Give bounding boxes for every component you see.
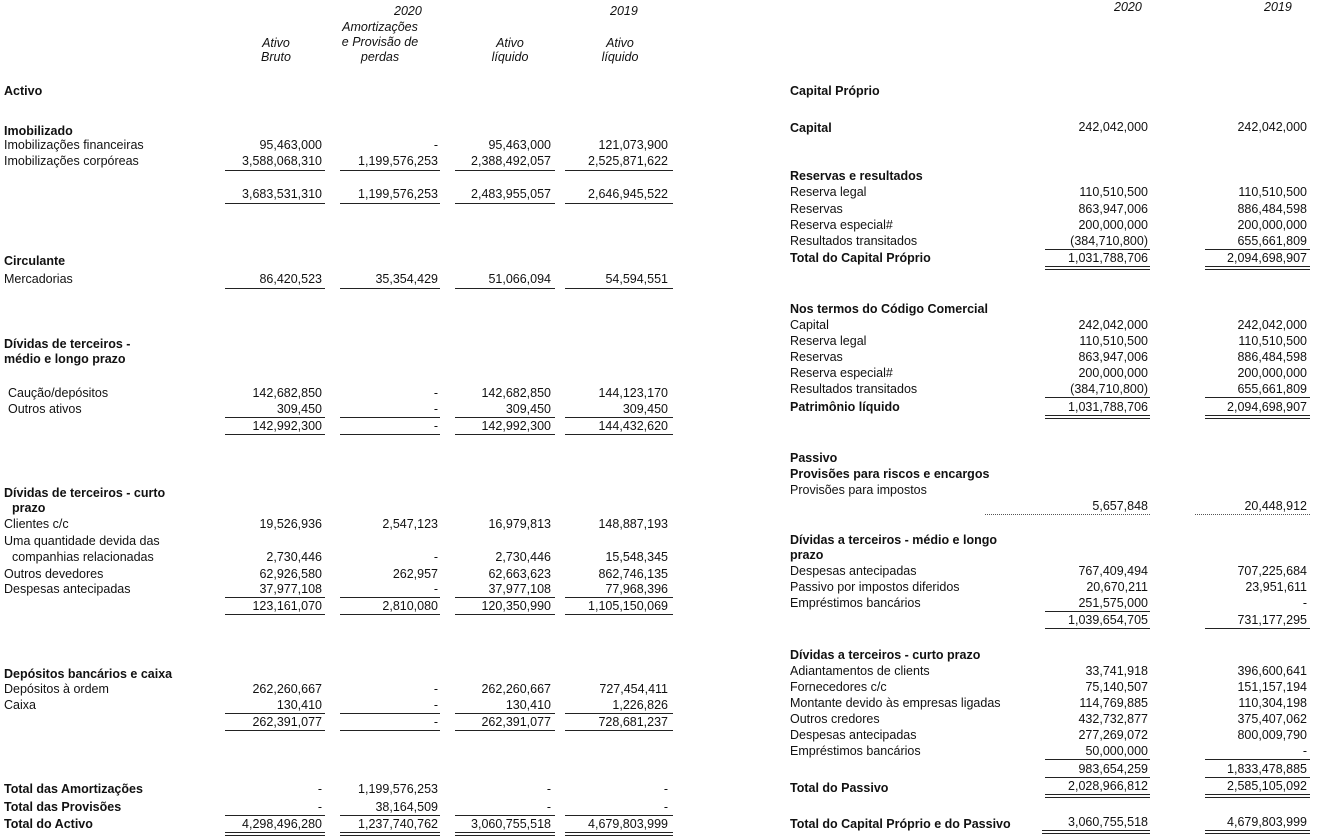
rule	[1205, 249, 1310, 250]
rule	[1205, 777, 1310, 778]
dividas-cp-title-1: Dívidas de terceiros - curto	[4, 486, 166, 500]
total-cell: 728,681,237	[598, 715, 668, 729]
double-rule	[1205, 415, 1310, 419]
rule	[1045, 759, 1150, 760]
rule	[455, 434, 555, 435]
col-ativo-liquido-2019-2: líquido	[601, 50, 639, 64]
total-cell: 983,654,259	[1078, 762, 1148, 776]
cell: 1,226,826	[612, 698, 668, 712]
total-cell: 3,683,531,310	[242, 187, 322, 201]
cell: 5,657,848	[1092, 499, 1148, 513]
header-right-2020: 2020	[1114, 0, 1142, 14]
row-label: Resultados transitados	[790, 234, 918, 248]
cell: 62,663,623	[488, 567, 551, 581]
cell: 3,588,068,310	[242, 154, 322, 168]
cell: 2,028,966,812	[1068, 779, 1148, 793]
double-rule	[455, 832, 555, 836]
cell: 151,157,194	[1237, 680, 1307, 694]
cell: 62,926,580	[259, 567, 322, 581]
cell: 114,769,885	[1079, 696, 1148, 710]
double-rule	[1042, 830, 1150, 834]
cell: -	[546, 800, 551, 814]
rule	[225, 815, 325, 816]
total-cell: 262,391,077	[252, 715, 322, 729]
row-label: Depósitos à ordem	[4, 682, 109, 696]
cell: 432,732,877	[1078, 712, 1148, 726]
rule	[565, 614, 673, 615]
rule	[455, 170, 555, 171]
row-label: Capital	[790, 318, 829, 332]
cell: 1,031,788,706	[1068, 251, 1148, 265]
rule	[455, 203, 555, 204]
row-label: Uma quantidade devida das	[4, 534, 160, 548]
double-rule	[1045, 415, 1150, 419]
cell: 3,060,755,518	[1068, 815, 1148, 829]
row-label: Clientes c/c	[4, 517, 69, 531]
total-capital-proprio-label: Total do Capital Próprio	[790, 251, 931, 265]
row-label: Reservas	[790, 202, 843, 216]
row-label: Montante devido às empresas ligadas	[790, 696, 1001, 710]
rule	[225, 170, 325, 171]
col-ativo-bruto-1: Ativo	[262, 36, 290, 50]
depositos-title: Depósitos bancários e caixa	[4, 667, 173, 681]
circulante-title: Circulante	[4, 254, 66, 268]
rule	[340, 170, 440, 171]
cell: 37,977,108	[488, 582, 551, 596]
rule	[565, 597, 673, 598]
row-label: companhias relacionadas	[12, 550, 154, 564]
rule	[565, 417, 673, 418]
cell: 727,454,411	[599, 682, 668, 696]
rule	[1195, 514, 1310, 515]
total-cell: 144,432,620	[598, 419, 668, 433]
col-ativo-liquido-2: líquido	[491, 50, 529, 64]
cell: 38,164,509	[375, 800, 438, 814]
mlp-title-1: Dívidas a terceiros - médio e longo	[790, 533, 998, 547]
cell: 2,585,105,092	[1227, 779, 1307, 793]
rule	[985, 514, 1150, 515]
row-label: Adiantamentos de clients	[790, 664, 930, 678]
rule	[340, 730, 440, 731]
row-label: Imobilizações financeiras	[4, 138, 144, 152]
cell: 148,887,193	[598, 517, 668, 531]
cell: 200,000,000	[1078, 366, 1148, 380]
cell: 200,000,000	[1078, 218, 1148, 232]
total-activo-label: Total do Activo	[4, 817, 93, 831]
total-cell: 123,161,070	[252, 599, 322, 613]
row-label: Caixa	[4, 698, 36, 712]
total-cell: -	[433, 419, 438, 433]
row-label: Outros credores	[790, 712, 880, 726]
total-cell: 1,105,150,069	[588, 599, 668, 613]
row-label: Outros devedores	[4, 567, 104, 581]
cell: 262,260,667	[481, 682, 551, 696]
row-label: Passivo por impostos diferidos	[790, 580, 960, 594]
cell: -	[433, 386, 438, 400]
reservas-title: Reservas e resultados	[790, 169, 923, 183]
dividas-mlp-title-2: médio e longo prazo	[4, 352, 126, 366]
cell: -	[663, 800, 668, 814]
cell: 37,977,108	[259, 582, 322, 596]
cell: 75,140,507	[1085, 680, 1148, 694]
header-year-2019: 2019	[610, 4, 638, 18]
rule	[455, 815, 555, 816]
rule	[225, 203, 325, 204]
total-cell: 142,992,300	[481, 419, 551, 433]
rule	[340, 203, 440, 204]
total-cell: 1,039,654,705	[1068, 613, 1148, 627]
cell: -	[1302, 744, 1307, 758]
cell: -	[433, 698, 438, 712]
rule	[225, 434, 325, 435]
cell: 863,947,006	[1078, 350, 1148, 364]
cell: 886,484,598	[1237, 202, 1307, 216]
cell: -	[433, 550, 438, 564]
cell: 767,409,494	[1078, 564, 1148, 578]
cell: 1,199,576,253	[358, 154, 438, 168]
cell: 262,957	[392, 567, 438, 581]
cell: 142,682,850	[252, 386, 322, 400]
cell: -	[1302, 596, 1307, 610]
passivo-title: Passivo	[790, 451, 838, 465]
col-amort-1: Amortizações	[342, 20, 418, 34]
activo-title: Activo	[4, 84, 43, 98]
total-geral-label: Total do Capital Próprio e do Passivo	[790, 817, 1011, 831]
rule	[225, 614, 325, 615]
cell: (384,710,800)	[1070, 234, 1148, 248]
cell: 886,484,598	[1237, 350, 1307, 364]
capital-proprio-title: Capital Próprio	[790, 84, 880, 98]
cell: 142,682,850	[481, 386, 551, 400]
cell: 144,123,170	[598, 386, 668, 400]
rule	[565, 730, 673, 731]
cell: 2,094,698,907	[1227, 251, 1307, 265]
rule	[455, 597, 555, 598]
cell: -	[433, 402, 438, 416]
rule	[565, 288, 673, 289]
cell: -	[317, 800, 322, 814]
rule	[225, 713, 325, 714]
imobilizado-title: Imobilizado	[4, 124, 73, 138]
rule	[340, 614, 440, 615]
rule	[455, 288, 555, 289]
col-amort-3: perdas	[360, 50, 400, 64]
header-right-2019: 2019	[1264, 0, 1292, 14]
cell: 54,594,551	[605, 272, 668, 286]
cell: 200,000,000	[1237, 366, 1307, 380]
rule	[455, 417, 555, 418]
cell: 33,741,918	[1085, 664, 1148, 678]
cell: 110,510,500	[1079, 334, 1148, 348]
cell: 800,009,790	[1237, 728, 1307, 742]
capital-label: Capital	[790, 121, 832, 135]
rule	[1045, 628, 1150, 629]
rule	[565, 203, 673, 204]
cell: 50,000,000	[1085, 744, 1148, 758]
cell: 15,548,345	[605, 550, 668, 564]
rule	[340, 597, 440, 598]
header-year-2020: 2020	[394, 4, 422, 18]
cell: 110,304,198	[1238, 696, 1307, 710]
col-ativo-liquido-2019-1: Ativo	[606, 36, 634, 50]
mlp-title-2: prazo	[790, 548, 824, 562]
cell: 4,679,803,999	[1227, 815, 1307, 829]
cell: 20,670,211	[1086, 580, 1148, 594]
row-label: Resultados transitados	[790, 382, 918, 396]
row-label: Despesas antecipadas	[4, 582, 131, 596]
cell: 1,031,788,706	[1068, 400, 1148, 414]
rule	[340, 434, 440, 435]
provisoes-title: Provisões para riscos e encargos	[790, 467, 990, 481]
rule	[565, 434, 673, 435]
cell: 655,661,809	[1237, 382, 1307, 396]
cell: 2,094,698,907	[1227, 400, 1307, 414]
cell: 242,042,000	[1237, 120, 1307, 134]
row-label: Reserva especial#	[790, 218, 893, 232]
cell: 707,225,684	[1237, 564, 1307, 578]
cell: 130,410	[505, 698, 551, 712]
rule	[340, 288, 440, 289]
rule	[340, 815, 440, 816]
cell: 200,000,000	[1237, 218, 1307, 232]
cell: -	[433, 682, 438, 696]
rule	[225, 417, 325, 418]
cell: 23,951,611	[1245, 580, 1307, 594]
double-rule	[1205, 830, 1310, 834]
cell: 20,448,912	[1244, 499, 1307, 513]
total-cell: 262,391,077	[481, 715, 551, 729]
rule	[225, 730, 325, 731]
total-cell: 120,350,990	[481, 599, 551, 613]
total-passivo-label: Total do Passivo	[790, 781, 889, 795]
cell: 309,450	[505, 402, 551, 416]
rule	[1045, 249, 1150, 250]
total-provisoes-label: Total das Provisões	[4, 800, 122, 814]
cell: 242,042,000	[1078, 120, 1148, 134]
rule	[225, 597, 325, 598]
row-label: Fornecedores c/c	[790, 680, 887, 694]
total-cell: 731,177,295	[1237, 613, 1307, 627]
total-cell: 2,646,945,522	[588, 187, 668, 201]
col-ativo-liquido-1: Ativo	[496, 36, 524, 50]
rule	[1045, 777, 1150, 778]
total-cell: 1,833,478,885	[1227, 762, 1307, 776]
total-cell: 142,992,300	[252, 419, 322, 433]
cell: 110,510,500	[1238, 185, 1307, 199]
cell: 19,526,936	[259, 517, 322, 531]
rule	[1045, 611, 1150, 612]
col-ativo-bruto-2: Bruto	[261, 50, 291, 64]
dividas-mlp-title-1: Dívidas de terceiros -	[4, 337, 131, 351]
cell: 95,463,000	[488, 138, 551, 152]
cell: 242,042,000	[1078, 318, 1148, 332]
cell: 4,679,803,999	[588, 817, 668, 831]
cell: 1,237,740,762	[358, 817, 438, 831]
cell: 110,510,500	[1079, 185, 1148, 199]
cell: 396,600,641	[1237, 664, 1307, 678]
rule	[565, 713, 673, 714]
cell: 110,510,500	[1238, 334, 1307, 348]
cell: 309,450	[622, 402, 668, 416]
cell: 1,199,576,253	[358, 782, 438, 796]
total-cell: -	[433, 715, 438, 729]
rule	[1205, 759, 1310, 760]
total-cell: 1,199,576,253	[358, 187, 438, 201]
double-rule	[340, 832, 440, 836]
total-cell: 2,483,955,057	[471, 187, 551, 201]
double-rule	[1205, 266, 1310, 270]
cell: 95,463,000	[259, 138, 322, 152]
cell: 309,450	[276, 402, 322, 416]
cell: 35,354,429	[375, 272, 438, 286]
row-label: Reserva legal	[790, 334, 867, 348]
row-label: Empréstimos bancários	[790, 744, 921, 758]
row-label: Mercadorias	[4, 272, 73, 286]
cp-title: Dívidas a terceiros - curto prazo	[790, 648, 981, 662]
cell: -	[433, 138, 438, 152]
cell: 251,575,000	[1078, 596, 1148, 610]
cell: 4,298,496,280	[242, 817, 322, 831]
cell: (384,710,800)	[1070, 382, 1148, 396]
double-rule	[225, 832, 325, 836]
row-label: Despesas antecipadas	[790, 564, 917, 578]
rule	[225, 288, 325, 289]
rule	[455, 614, 555, 615]
row-label: Provisões para impostos	[790, 483, 927, 497]
row-label: Outros ativos	[8, 402, 82, 416]
cell: 86,420,523	[259, 272, 322, 286]
row-label: Reserva especial#	[790, 366, 893, 380]
rule	[455, 730, 555, 731]
row-label: Caução/depósitos	[8, 386, 109, 400]
codigo-title: Nos termos do Código Comercial	[790, 302, 988, 316]
cell: -	[317, 782, 322, 796]
cell: 2,730,446	[495, 550, 551, 564]
cell: 130,410	[276, 698, 322, 712]
row-label: Empréstimos bancários	[790, 596, 921, 610]
row-label: Reservas	[790, 350, 843, 364]
cell: 16,979,813	[488, 517, 551, 531]
cell: 51,066,094	[488, 272, 551, 286]
dividas-cp-title-2: prazo	[12, 501, 46, 515]
cell: 2,525,871,622	[588, 154, 668, 168]
cell: 262,260,667	[252, 682, 322, 696]
rule	[1045, 397, 1150, 398]
row-label: Reserva legal	[790, 185, 867, 199]
row-label: Despesas antecipadas	[790, 728, 917, 742]
double-rule	[1205, 794, 1310, 798]
cell: 77,968,396	[605, 582, 668, 596]
cell: 242,042,000	[1237, 318, 1307, 332]
cell: -	[546, 782, 551, 796]
cell: 2,547,123	[382, 517, 438, 531]
cell: 2,388,492,057	[471, 154, 551, 168]
rule	[340, 417, 440, 418]
cell: 863,947,006	[1078, 202, 1148, 216]
double-rule	[565, 832, 673, 836]
cell: -	[663, 782, 668, 796]
cell: 277,269,072	[1078, 728, 1148, 742]
rule	[455, 713, 555, 714]
total-amortizacoes-label: Total das Amortizações	[4, 782, 143, 796]
row-label: Imobilizações corpóreas	[4, 154, 139, 168]
col-amort-2: e Provisão de	[341, 35, 419, 49]
cell: -	[433, 582, 438, 596]
double-rule	[1045, 794, 1150, 798]
cell: 3,060,755,518	[471, 817, 551, 831]
cell: 121,073,900	[598, 138, 668, 152]
double-rule	[1045, 266, 1150, 270]
rule	[565, 170, 673, 171]
cell: 375,407,062	[1237, 712, 1307, 726]
cell: 862,746,135	[598, 567, 668, 581]
total-cell: 2,810,080	[382, 599, 438, 613]
rule	[1205, 628, 1310, 629]
rule	[565, 815, 673, 816]
cell: 2,730,446	[266, 550, 322, 564]
cell: 655,661,809	[1237, 234, 1307, 248]
rule	[1205, 397, 1310, 398]
patrimonio-liquido-label: Patrimônio líquido	[790, 400, 900, 414]
rule	[340, 713, 440, 714]
